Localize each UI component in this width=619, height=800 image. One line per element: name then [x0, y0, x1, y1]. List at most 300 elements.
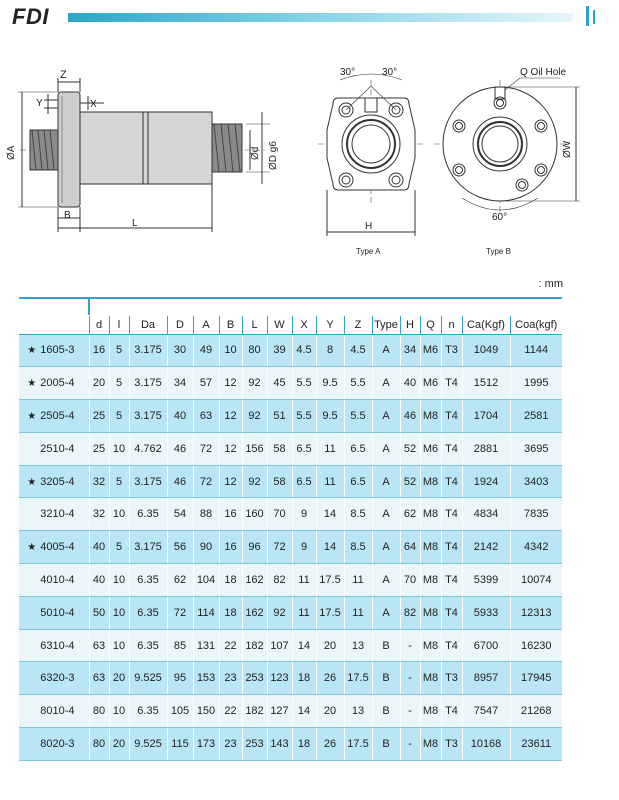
side-view [18, 78, 270, 232]
model-cell [19, 629, 89, 662]
table-cell: 40 [89, 564, 109, 597]
table-cell: 182 [242, 629, 267, 662]
table-cell: 17.5 [344, 662, 372, 695]
table-cell: 22 [219, 629, 242, 662]
table-cell: 5 [109, 334, 129, 367]
table-row [19, 400, 562, 433]
table-row [19, 596, 562, 629]
table-cell: 14 [292, 629, 316, 662]
table-cell: 18 [219, 564, 242, 597]
table-cell: 3403 [510, 465, 562, 498]
table-cell: 5399 [462, 564, 510, 597]
column-header: X [292, 316, 316, 334]
header-accent-mark-2 [593, 10, 595, 24]
table-cell: 23611 [510, 728, 562, 761]
table-cell: 115 [167, 728, 193, 761]
table-cell: 6.5 [292, 465, 316, 498]
table-cell: 80 [89, 695, 109, 728]
label-a: ØA [6, 145, 17, 160]
table-cell: 162 [242, 564, 267, 597]
table-cell: 72 [167, 596, 193, 629]
table-cell: 6.5 [344, 432, 372, 465]
table-cell: 13 [344, 629, 372, 662]
table-cell: 9.525 [129, 728, 167, 761]
table-cell: A [372, 432, 400, 465]
table-cell: 3.175 [129, 367, 167, 400]
table-cell: 10 [219, 334, 242, 367]
table-cell: 6.35 [129, 596, 167, 629]
label-x: X [90, 99, 97, 110]
label-l: L [132, 218, 138, 229]
table-cell: 6.35 [129, 695, 167, 728]
table-cell: 20 [316, 629, 344, 662]
table-cell: 10168 [462, 728, 510, 761]
table-row [19, 465, 562, 498]
table-row [19, 432, 562, 465]
table-cell: 58 [267, 465, 292, 498]
model-cell [19, 564, 89, 597]
header-gradient-bar [68, 13, 573, 22]
table-cell: 14 [292, 695, 316, 728]
column-header: Type [372, 316, 400, 334]
table-cell: M8 [420, 400, 441, 433]
unit-label: : mm [538, 278, 563, 290]
table-cell: - [400, 629, 420, 662]
table-cell: 32 [89, 465, 109, 498]
table-cell: 104 [193, 564, 219, 597]
table-cell: 12 [219, 400, 242, 433]
table-cell: 52 [400, 465, 420, 498]
table-cell: 11 [316, 432, 344, 465]
type-a-angle-right: 30° [382, 67, 398, 78]
table-cell: 9 [292, 498, 316, 531]
model-number: 2505-4 [40, 409, 75, 422]
table-cell: T4 [441, 367, 462, 400]
table-cell: 39 [267, 334, 292, 367]
table-header-row [19, 316, 562, 334]
table-cell: M8 [420, 596, 441, 629]
table-cell: 6.35 [129, 564, 167, 597]
table-cell: T4 [441, 564, 462, 597]
star-icon: ★ [27, 476, 37, 488]
star-icon: ★ [27, 378, 37, 390]
column-header: A [193, 316, 219, 334]
table-cell: 34 [400, 334, 420, 367]
model-cell [19, 596, 89, 629]
table-cell: 9.525 [129, 662, 167, 695]
table-cell: 11 [344, 596, 372, 629]
table-cell: 17.5 [316, 596, 344, 629]
table-cell: 63 [89, 662, 109, 695]
table-cell: M6 [420, 334, 441, 367]
table-cell: 5.5 [292, 367, 316, 400]
type-a-h-label: H [365, 221, 373, 232]
table-cell: 253 [242, 728, 267, 761]
model-number: 3205-4 [40, 475, 75, 488]
drawing-svg [0, 40, 619, 275]
table-cell: 18 [292, 728, 316, 761]
table-cell: 34 [167, 367, 193, 400]
table-cell: 46 [167, 465, 193, 498]
table-cell: 114 [193, 596, 219, 629]
table-cell: 80 [89, 728, 109, 761]
table-cell: 45 [267, 367, 292, 400]
table-cell: 18 [292, 662, 316, 695]
model-number: 8010-4 [40, 705, 75, 718]
table-cell: 10074 [510, 564, 562, 597]
table-row [19, 531, 562, 564]
table-cell: T3 [441, 334, 462, 367]
model-cell [19, 531, 89, 564]
table-cell: 18 [219, 596, 242, 629]
table-cell: 16 [219, 498, 242, 531]
table-cell: 153 [193, 662, 219, 695]
table-cell: 72 [193, 432, 219, 465]
label-b: B [64, 210, 71, 221]
table-cell: 46 [167, 432, 193, 465]
table-cell: 123 [267, 662, 292, 695]
type-a-view [318, 74, 424, 236]
model-cell [19, 728, 89, 761]
table-cell: T4 [441, 531, 462, 564]
table-row [19, 629, 562, 662]
model-number: 2005-4 [40, 377, 75, 390]
table-cell: 9.5 [316, 400, 344, 433]
table-cell: B [372, 662, 400, 695]
model-number: 3210-4 [40, 508, 75, 521]
table-cell: M8 [420, 564, 441, 597]
table-cell: 88 [193, 498, 219, 531]
table-cell: 13 [344, 695, 372, 728]
technical-drawing [0, 40, 619, 275]
table-body [19, 334, 562, 760]
table-cell: 105 [167, 695, 193, 728]
type-a-angle-left: 30° [340, 67, 356, 78]
table-cell: 10 [109, 629, 129, 662]
table-cell: 1704 [462, 400, 510, 433]
table-cell: 90 [193, 531, 219, 564]
table-cell: T4 [441, 432, 462, 465]
table-cell: 1144 [510, 334, 562, 367]
type-b-view [434, 78, 580, 215]
column-header: H [400, 316, 420, 334]
table-cell: A [372, 465, 400, 498]
table-cell: 4342 [510, 531, 562, 564]
table-cell: 20 [109, 728, 129, 761]
table-cell: 4.5 [344, 334, 372, 367]
model-cell [19, 432, 89, 465]
table-cell: 143 [267, 728, 292, 761]
table-cell: 182 [242, 695, 267, 728]
table-cell: 14 [316, 531, 344, 564]
table-cell: 1512 [462, 367, 510, 400]
table-cell: 57 [193, 367, 219, 400]
table-cell: M8 [420, 662, 441, 695]
column-header: Coa(kgf) [510, 316, 562, 334]
table-cell: 12 [219, 465, 242, 498]
header-model [19, 316, 89, 334]
model-number: 5010-4 [40, 606, 75, 619]
table-cell: - [400, 662, 420, 695]
table-cell: 150 [193, 695, 219, 728]
table-cell: 131 [193, 629, 219, 662]
table-cell: 32 [89, 498, 109, 531]
table-cell: 92 [242, 465, 267, 498]
model-number: 8020-3 [40, 737, 75, 750]
table-cell: M6 [420, 367, 441, 400]
table-cell: 1924 [462, 465, 510, 498]
model-cell [19, 695, 89, 728]
table-cell: 8.5 [344, 498, 372, 531]
column-header: Ca(Kgf) [462, 316, 510, 334]
table-cell: T3 [441, 662, 462, 695]
table-cell: B [372, 728, 400, 761]
table-cell: 11 [316, 465, 344, 498]
column-header: l [109, 316, 129, 334]
table-cell: 7835 [510, 498, 562, 531]
table-cell: 58 [267, 432, 292, 465]
table-cell: 49 [193, 334, 219, 367]
star-icon: ★ [27, 345, 37, 357]
table-cell: 30 [167, 334, 193, 367]
table-cell: 70 [267, 498, 292, 531]
type-a-caption: Type A [356, 247, 381, 256]
table-cell: 51 [267, 400, 292, 433]
table-cell: 21268 [510, 695, 562, 728]
model-cell [19, 400, 89, 433]
table-cell: T4 [441, 629, 462, 662]
table-cell: 17945 [510, 662, 562, 695]
table-cell: 6.35 [129, 629, 167, 662]
table-cell: 10 [109, 498, 129, 531]
table-cell: 162 [242, 596, 267, 629]
table-cell: A [372, 334, 400, 367]
model-number: 6320-3 [40, 672, 75, 685]
table-cell: 16 [219, 531, 242, 564]
table-cell: 70 [400, 564, 420, 597]
table-cell: 40 [400, 367, 420, 400]
table-cell: 173 [193, 728, 219, 761]
table-cell: A [372, 400, 400, 433]
table-cell: T4 [441, 596, 462, 629]
table-cell: T4 [441, 465, 462, 498]
table-cell: 10 [109, 564, 129, 597]
table-cell: 95 [167, 662, 193, 695]
table-cell: 11 [292, 564, 316, 597]
table-cell: 16230 [510, 629, 562, 662]
table-cell: 16 [89, 334, 109, 367]
page-title: FDI [12, 4, 49, 29]
table-cell: 80 [242, 334, 267, 367]
table-cell: 23 [219, 728, 242, 761]
table-cell: 62 [167, 564, 193, 597]
type-b-w-label: ØW [562, 140, 573, 158]
table-cell: 82 [400, 596, 420, 629]
table-cell: 22 [219, 695, 242, 728]
star-icon: ★ [27, 410, 37, 422]
table-head [19, 298, 562, 334]
table-cell: 52 [400, 432, 420, 465]
table-row [19, 334, 562, 367]
table-cell: 3.175 [129, 334, 167, 367]
table-cell: 5 [109, 367, 129, 400]
table-cell: - [400, 728, 420, 761]
table-cell: 63 [193, 400, 219, 433]
table-cell: 8 [316, 334, 344, 367]
table-cell: 12 [219, 367, 242, 400]
table-cell: 5.5 [292, 400, 316, 433]
column-header: n [441, 316, 462, 334]
table-cell: 10 [109, 432, 129, 465]
table-cell: M8 [420, 629, 441, 662]
table-cell: 82 [267, 564, 292, 597]
table-cell: 160 [242, 498, 267, 531]
table-cell: M8 [420, 531, 441, 564]
table-cell: M8 [420, 465, 441, 498]
table-cell: 20 [109, 662, 129, 695]
table-cell: M8 [420, 695, 441, 728]
table-cell: 4834 [462, 498, 510, 531]
spec-table-wrap [19, 297, 562, 761]
table-cell: 92 [242, 367, 267, 400]
table-cell: 26 [316, 728, 344, 761]
table-cell: 7547 [462, 695, 510, 728]
table-cell: 50 [89, 596, 109, 629]
table-cell: 6.35 [129, 498, 167, 531]
model-cell [19, 498, 89, 531]
column-header: d [89, 316, 109, 334]
table-cell: 3695 [510, 432, 562, 465]
table-cell: 10 [109, 596, 129, 629]
table-row [19, 695, 562, 728]
table-cell: 72 [267, 531, 292, 564]
table-cell: 64 [400, 531, 420, 564]
table-cell: 9 [292, 531, 316, 564]
spec-table [19, 297, 562, 761]
table-cell: 2881 [462, 432, 510, 465]
header-divider [88, 297, 90, 315]
table-cell: 20 [316, 695, 344, 728]
table-cell: 156 [242, 432, 267, 465]
model-number: 2510-4 [40, 442, 75, 455]
table-row [19, 662, 562, 695]
model-cell [19, 465, 89, 498]
table-cell: 25 [89, 432, 109, 465]
table-cell: 1049 [462, 334, 510, 367]
table-row [19, 728, 562, 761]
table-cell: 12 [219, 432, 242, 465]
table-cell: M8 [420, 498, 441, 531]
table-cell: T3 [441, 728, 462, 761]
table-cell: A [372, 564, 400, 597]
table-cell: 5.5 [344, 367, 372, 400]
table-cell: 40 [89, 531, 109, 564]
oil-hole-label: Q Oil Hole [520, 67, 567, 78]
table-cell: 253 [242, 662, 267, 695]
table-cell: 3.175 [129, 465, 167, 498]
table-row [19, 367, 562, 400]
table-cell: 92 [267, 596, 292, 629]
table-cell: 14 [316, 498, 344, 531]
table-cell: 17.5 [344, 728, 372, 761]
table-cell: 6700 [462, 629, 510, 662]
table-cell: 23 [219, 662, 242, 695]
table-cell: 10 [109, 695, 129, 728]
type-b-angle: 60° [492, 212, 508, 223]
table-cell: 3.175 [129, 400, 167, 433]
table-cell: 62 [400, 498, 420, 531]
table-cell: A [372, 596, 400, 629]
label-d: Ød [250, 146, 261, 160]
table-cell: 40 [167, 400, 193, 433]
table-cell: 5 [109, 531, 129, 564]
header-accent-mark [586, 6, 589, 26]
table-cell: 1995 [510, 367, 562, 400]
table-cell: 9.5 [316, 367, 344, 400]
model-cell [19, 367, 89, 400]
table-cell: 6.5 [292, 432, 316, 465]
table-cell: M6 [420, 432, 441, 465]
table-top-rule [19, 298, 562, 316]
table-cell: T4 [441, 498, 462, 531]
column-header: W [267, 316, 292, 334]
table-cell: 107 [267, 629, 292, 662]
table-cell: 6.5 [344, 465, 372, 498]
table-cell: 2581 [510, 400, 562, 433]
table-row [19, 498, 562, 531]
label-z: Z [60, 69, 67, 81]
table-cell: 26 [316, 662, 344, 695]
table-cell: 20 [89, 367, 109, 400]
table-cell: 25 [89, 400, 109, 433]
table-cell: 92 [242, 400, 267, 433]
table-cell: 11 [344, 564, 372, 597]
table-cell: 5933 [462, 596, 510, 629]
column-header: B [219, 316, 242, 334]
table-cell: 8.5 [344, 531, 372, 564]
table-cell: 2142 [462, 531, 510, 564]
table-cell: 54 [167, 498, 193, 531]
table-cell: 63 [89, 629, 109, 662]
model-number: 4010-4 [40, 573, 75, 586]
table-cell: 4.5 [292, 334, 316, 367]
model-number: 1605-3 [40, 344, 75, 357]
table-cell: 72 [193, 465, 219, 498]
table-cell: 85 [167, 629, 193, 662]
table-cell: M8 [420, 728, 441, 761]
column-header: D [167, 316, 193, 334]
table-cell: 8957 [462, 662, 510, 695]
table-row [19, 564, 562, 597]
table-cell: 46 [400, 400, 420, 433]
table-cell: - [400, 695, 420, 728]
table-cell: 96 [242, 531, 267, 564]
table-cell: T4 [441, 400, 462, 433]
table-cell: 3.175 [129, 531, 167, 564]
star-icon: ★ [27, 542, 37, 554]
table-cell: 5.5 [344, 400, 372, 433]
table-cell: B [372, 629, 400, 662]
column-header: Y [316, 316, 344, 334]
table-cell: A [372, 498, 400, 531]
page-header [0, 0, 619, 32]
label-dg6: ØD g6 [268, 141, 279, 170]
model-number: 6310-4 [40, 639, 75, 652]
table-cell: 56 [167, 531, 193, 564]
table-cell: B [372, 695, 400, 728]
table-cell: T4 [441, 695, 462, 728]
model-number: 4005-4 [40, 541, 75, 554]
